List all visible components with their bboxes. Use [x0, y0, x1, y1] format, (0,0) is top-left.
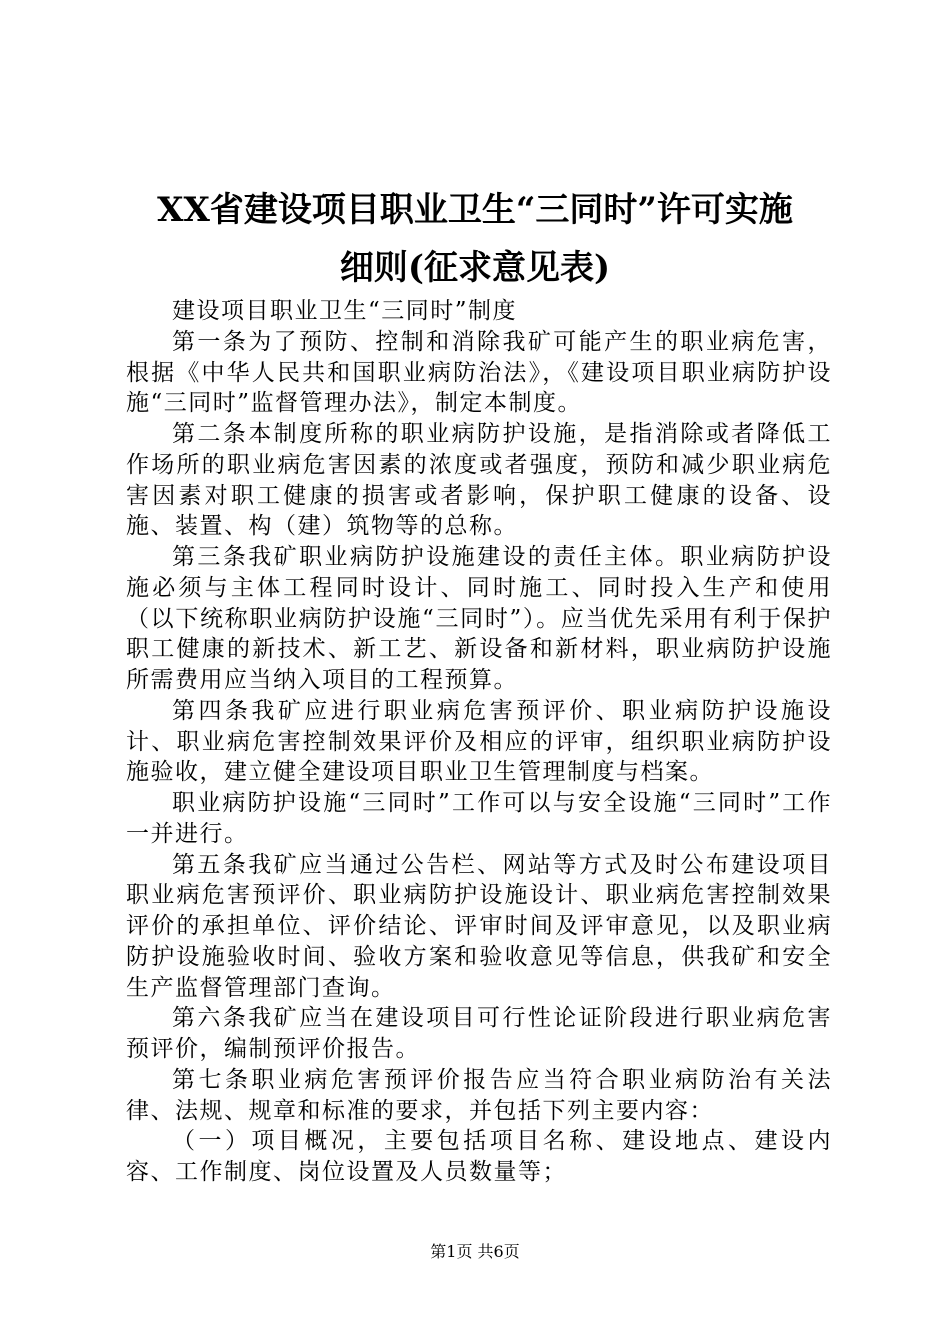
paragraph-article-1: 第一条为了预防、控制和消除我矿可能产生的职业病危害，根据《中华人民共和国职业病防治法》，《建设项目职业病防护设施“三同时”监督管理办法》，制定本制度。 [126, 328, 832, 417]
paragraph-article-4-note: 职业病防护设施“三同时”工作可以与安全设施“三同时”工作一并进行。 [126, 790, 832, 847]
paragraph-article-5: 第五条我矿应当通过公告栏、网站等方式及时公布建设项目职业病危害预评价、职业病防护设施设计、职业病危害控制效果评价的承担单位、评价结论、评审时间及评审意见，以及职业病防护设施验收时间、验收方案和验收意见等信息，供我矿和安全生产监督管理部门查询。 [126, 851, 832, 1001]
paragraph-article-3: 第三条我矿职业病防护设施建设的责任主体。职业病防护设施必须与主体工程同时设计、同时施工、同时投入生产和使用（以下统称职业病防护设施“三同时”）。应当优先采用有利于保护职工健康的新技术、新工艺、新设备和新材料，职业病防护设施所需费用应当纳入项目的工程预算。 [126, 544, 832, 693]
paragraph-article-6: 第六条我矿应当在建设项目可行性论证阶段进行职业病危害预评价，编制预评价报告。 [126, 1005, 832, 1062]
document-body [126, 296, 832, 1188]
document-title-line-2: 细则(征求意见表) [339, 248, 611, 288]
page-footer: 第1页 共6页 [430, 1242, 520, 1261]
paragraph-article-4: 第四条我矿应进行职业病危害预评价、职业病防护设施设计、职业病危害控制效果评价及相应的评审，组织职业病防护设施验收，建立健全建设项目职业卫生管理制度与档案。 [126, 697, 832, 786]
document-title-line-1: XX省建设项目职业卫生“三同时”许可实施 [157, 190, 793, 230]
paragraph-article-7-item-1: （一）项目概况，主要包括项目名称、建设地点、建设内容、工作制度、岗位设置及人员数量等； [126, 1128, 832, 1185]
section-heading: 建设项目职业卫生“三同时”制度 [172, 298, 518, 324]
paragraph-article-7: 第七条职业病危害预评价报告应当符合职业病防治有关法律、法规、规章和标准的要求，并包括下列主要内容： [126, 1066, 832, 1124]
paragraph-article-2: 第二条本制度所称的职业病防护设施，是指消除或者降低工作场所的职业病危害因素的浓度或者强度，预防和减少职业病危害因素对职工健康的损害或者影响，保护职工健康的设备、设施、装置、构（建）筑物等的总称。 [126, 421, 832, 540]
